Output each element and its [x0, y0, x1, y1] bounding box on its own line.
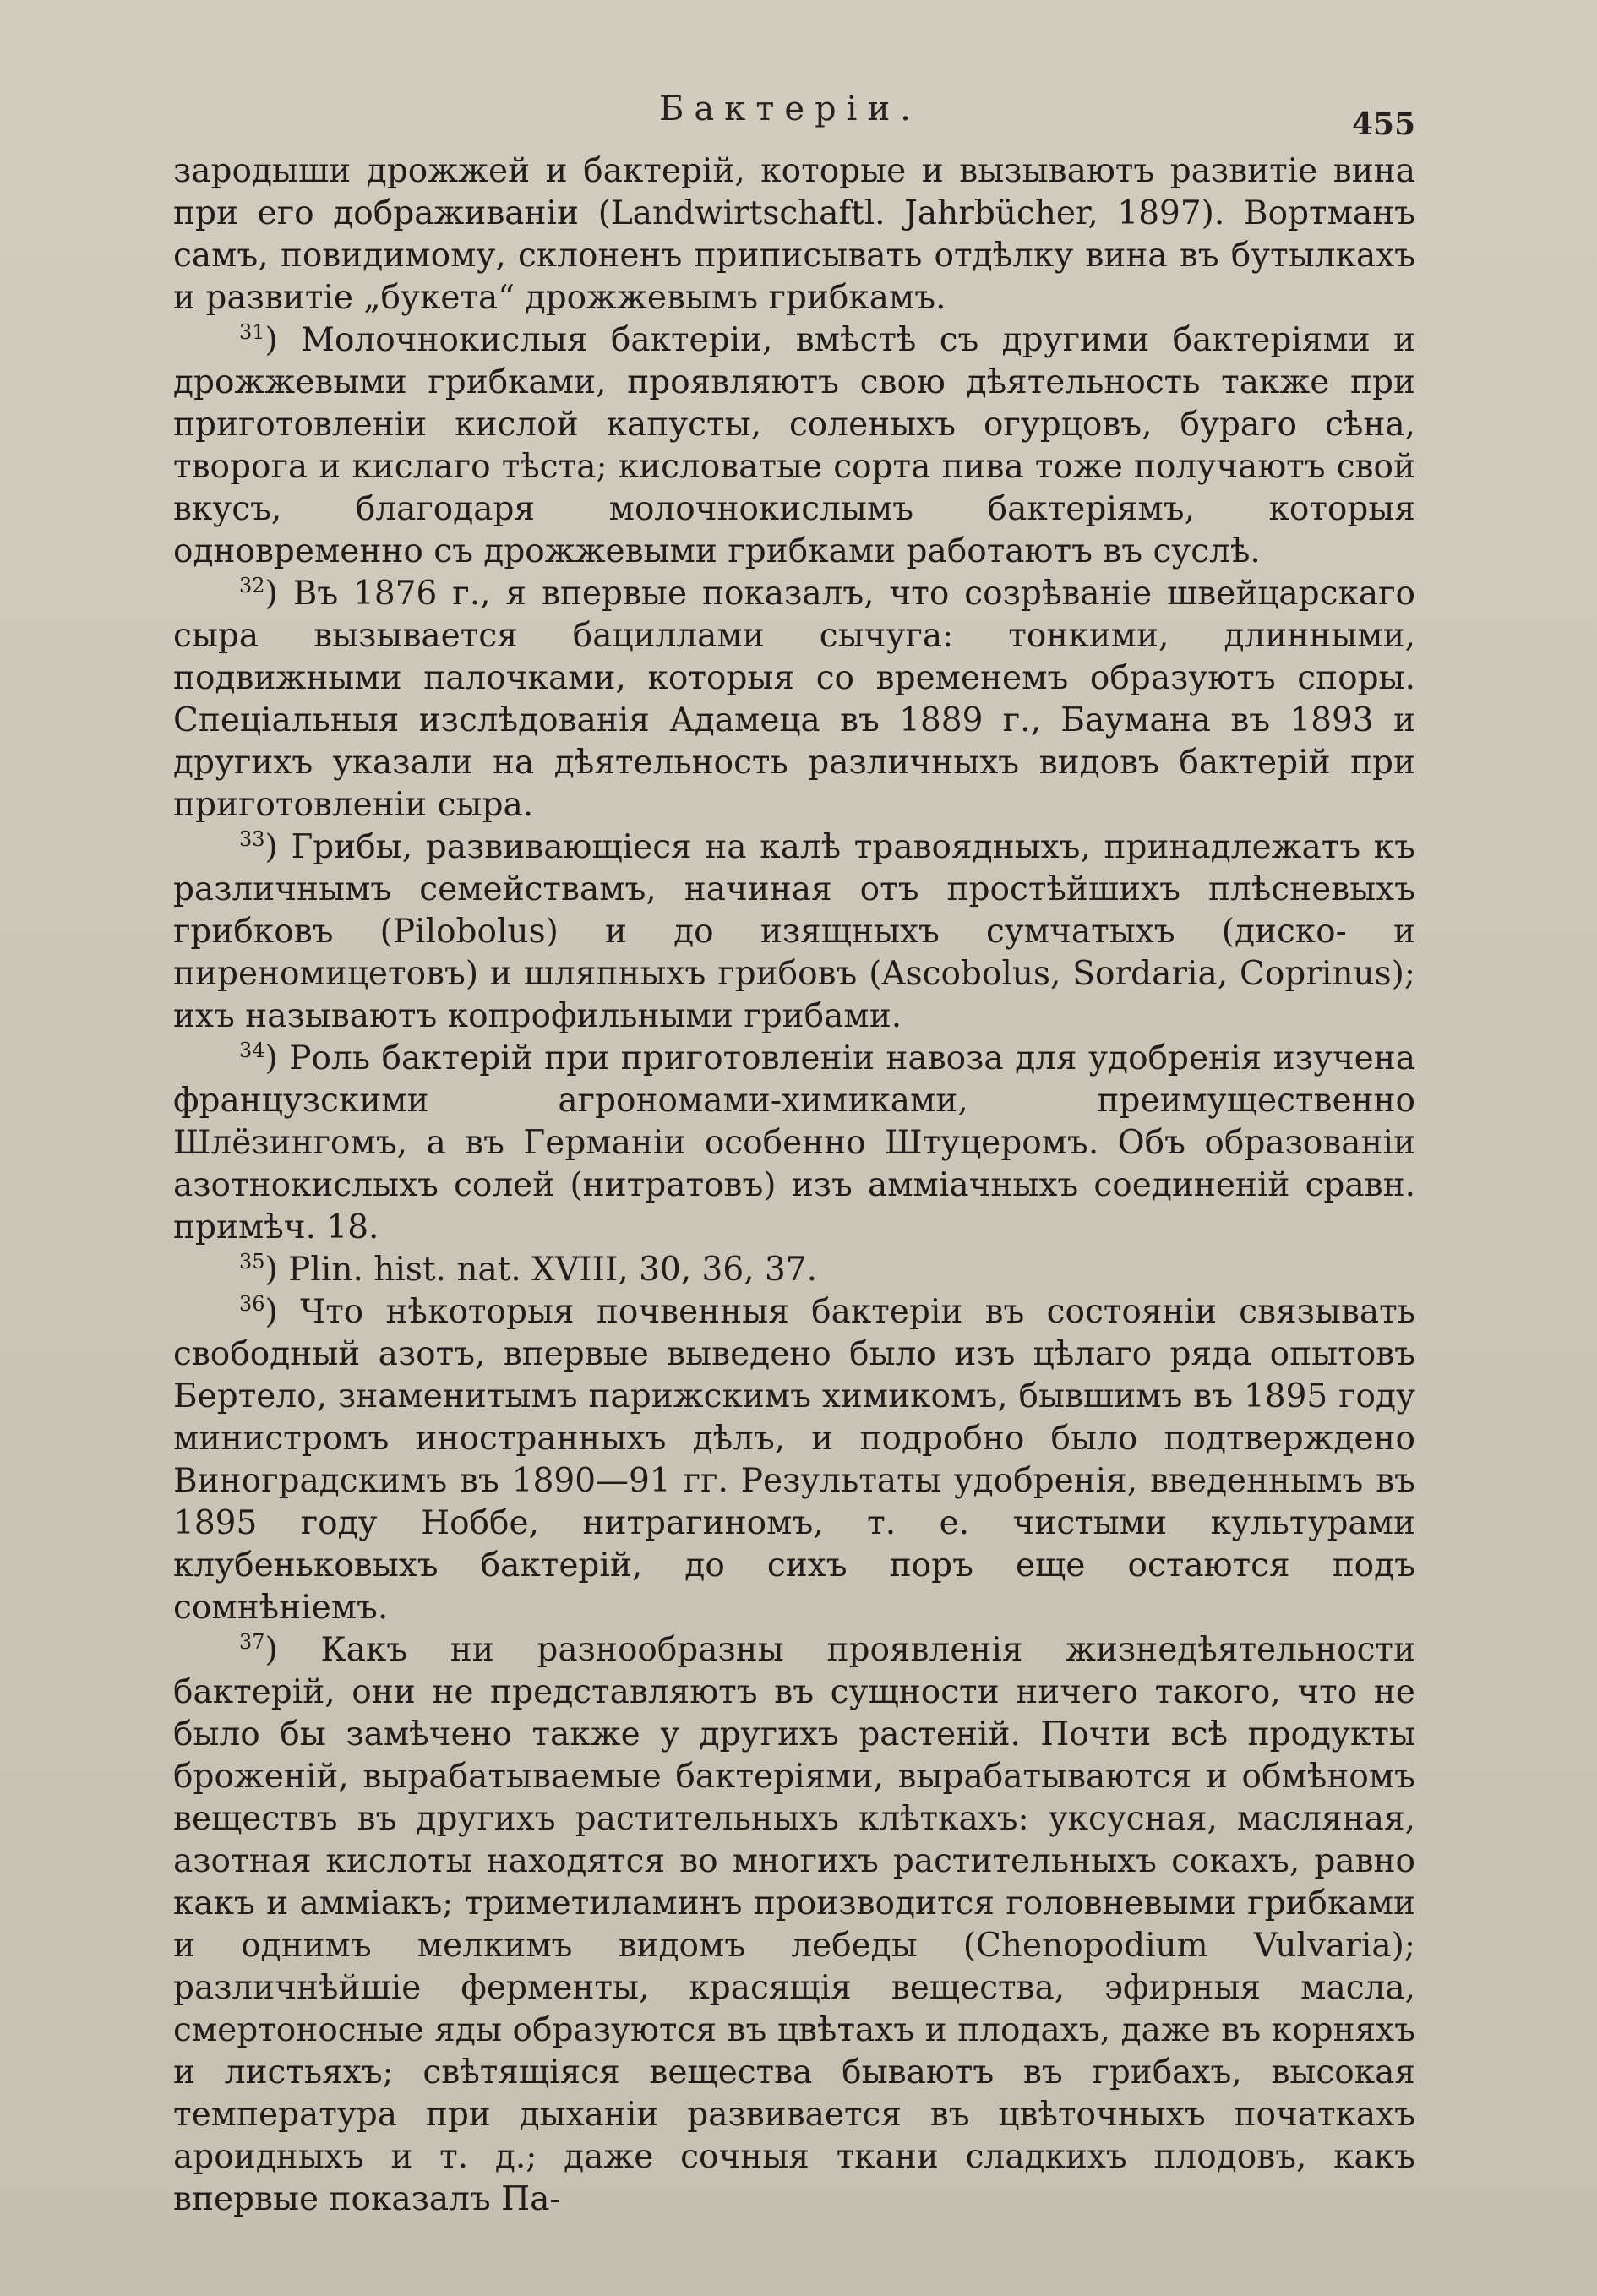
note-text: Грибы, развивающіеся на калѣ травоядныхъ, принадлежатъ къ различнымъ семействамъ, начиная отъ простѣйшихъ плѣсневыхъ грибковъ (Pilobolus) и до изящныхъ сумчатыхъ (диско- и пиреномицетовъ) и шляпныхъ грибовъ (Ascobolus, Sordaria, Coprinus); ихъ называютъ копрофильными грибами.	[173, 828, 1415, 1035]
continuation-paragraph: зародыши дрожжей и бактерій, которые и вызываютъ развитіе вина при его дображиваніи (Landwirtschaftl. Jahrbücher, 1897). Вортманъ самъ, повидимому, склоненъ приписывать отдѣлку вина въ бутылкахъ и развитіе „букета“ дрожжевымъ грибкамъ.	[173, 152, 1415, 317]
footnotes-body	[173, 150, 1415, 2221]
note-number: 34	[239, 1039, 265, 1062]
note-text: Роль бактерій при приготовленіи навоза для удобренія изучена французскими агрономами-химиками, преимущественно Шлёзингомъ, а въ Германіи особенно Штуцеромъ. Объ образованіи азотнокислыхъ солей (нитратовъ) изъ амміачныхъ соединеній сравн. примѣч. 18.	[173, 1039, 1415, 1246]
note-text: Какъ ни разнообразны проявленія жизнедѣятельности бактерій, они не представляютъ въ сущности ничего такого, что не было бы замѣчено также у другихъ растеній. Почти всѣ продукты броженій, вырабатываемые бактеріями, вырабатываются и обмѣномъ веществъ въ другихъ растительныхъ клѣткахъ: уксусная, масляная, азотная кислоты находятся во многихъ растительныхъ сокахъ, равно какъ и амміакъ; триметиламинъ производится головневыми грибками и однимъ мелкимъ видомъ лебеды (Chenopodium Vulvaria); различнѣйшіе ферменты, красящія вещества, эфирныя масла, смертоносные яды образуются въ цвѣтахъ и плодахъ, даже въ корняхъ и листьяхъ; свѣтящіяся вещества бываютъ въ грибахъ, высокая температура при дыханіи развивается въ цвѣточныхъ початкахъ ароидныхъ и т. д.; даже сочныя ткани сладкихъ плодовъ, какъ впервые показалъ Па-	[173, 1631, 1415, 2218]
note-31: $^{31}$) Молочнокислыя бактеріи, вмѣстѣ съ другими бактеріями и дрожжевыми грибками, проявляютъ свою дѣятельность также при приготовленіи кислой капусты, соленыхъ огурцовъ, бураго сѣна, творога и кислаго тѣста; кисловатые сорта пива тоже получаютъ свой вкусъ, благодаря молочнокислымъ бактеріямъ, которыя одновременно съ дрожжевыми грибками работаютъ въ суслѣ.	[173, 320, 1415, 570]
note-37: $^{37}$) Какъ ни разнообразны проявленія жизнедѣятельности бактерій, они не представляютъ въ сущности ничего такого, что не было бы замѣчено также у другихъ растеній. Почти всѣ продукты броженій, вырабатываемые бактеріями, вырабатываются и обмѣномъ веществъ въ другихъ растительныхъ клѣткахъ: уксусная, масляная, азотная кислоты находятся во многихъ растительныхъ сокахъ, равно какъ и амміакъ; триметиламинъ производится головневыми грибками и однимъ мелкимъ видомъ лебеды (Chenopodium Vulvaria); различнѣйшіе ферменты, красящія вещества, эфирныя масла, смертоносные яды образуются въ цвѣтахъ и плодахъ, даже въ корняхъ и листьяхъ; свѣтящіяся вещества бываютъ въ грибахъ, высокая температура при дыханіи развивается въ цвѣточныхъ початкахъ ароидныхъ и т. д.; даже сочныя ткани сладкихъ плодовъ, какъ впервые показалъ Па-	[173, 1630, 1415, 2218]
note-text: Plin. hist. nat. XVIII, 30, 36, 37.	[288, 1251, 817, 1289]
note-text: Молочнокислыя бактеріи, вмѣстѣ съ другими бактеріями и дрожжевыми грибками, проявляютъ свою дѣятельность также при приготовленіи кислой капусты, соленыхъ огурцовъ, бураго сѣна, творога и кислаго тѣста; кисловатые сорта пива тоже получаютъ свой вкусъ, благодаря молочнокислымъ бактеріямъ, которыя одновременно съ дрожжевыми грибками работаютъ въ суслѣ.	[173, 321, 1415, 570]
note-number: 31	[239, 320, 265, 344]
running-title: Бактеріи.	[659, 90, 921, 128]
note-text: Въ 1876 г., я впервые показалъ, что созрѣваніе швейцарскаго сыра вызывается бациллами сычуга: тонкими, длинными, подвижными палочками, которыя со временемъ образуютъ споры. Спеціальныя изслѣдованія Адамеца въ 1889 г., Баумана въ 1893 и другихъ указали на дѣятельность различныхъ видовъ бактерій при приготовленіи сыра.	[173, 575, 1415, 824]
note-34: $^{34}$) Роль бактерій при приготовленіи навоза для удобренія изучена французскими агрономами-химиками, преимущественно Шлёзингомъ, а въ Германіи особенно Штуцеромъ. Объ образованіи азотнокислыхъ солей (нитратовъ) изъ амміачныхъ соединеній сравн. примѣч. 18.	[173, 1039, 1415, 1246]
note-36: $^{36}$) Что нѣкоторыя почвенныя бактеріи въ состояніи связывать свободный азотъ, впервые выведено было изъ цѣлаго ряда опытовъ Бертело, знаменитымъ парижскимъ химикомъ, бывшимъ въ 1895 году министромъ иностранныхъ дѣлъ, и подробно было подтверждено Виноградскимъ въ 1890—91 гг. Результаты удобренія, введеннымъ въ 1895 году Ноббе, нитрагиномъ, т. е. чистыми культурами клубеньковыхъ бактерій, до сихъ поръ еще остаются подъ сомнѣніемъ.	[173, 1292, 1415, 1627]
note-35: $^{35}$) Plin. hist. nat. XVIII, 30, 36, 37.	[239, 1250, 817, 1289]
note-number: 37	[239, 1630, 265, 1654]
note-text: Что нѣкоторыя почвенныя бактеріи въ состояніи связывать свободный азотъ, впервые выведено было изъ цѣлаго ряда опытовъ Бертело, знаменитымъ парижскимъ химикомъ, бывшимъ въ 1895 году министромъ иностранныхъ дѣлъ, и подробно было подтверждено Виноградскимъ въ 1890—91 гг. Результаты удобренія, введеннымъ въ 1895 году Ноббе, нитрагиномъ, т. е. чистыми культурами клубеньковыхъ бактерій, до сихъ поръ еще остаются подъ сомнѣніемъ.	[173, 1293, 1415, 1627]
note-number: 35	[239, 1250, 265, 1273]
note-number: 36	[239, 1292, 265, 1316]
note-number: 32	[239, 574, 265, 597]
note-33: $^{33}$) Грибы, развивающіеся на калѣ травоядныхъ, принадлежатъ къ различнымъ семействамъ, начиная отъ простѣйшихъ плѣсневыхъ грибковъ (Pilobolus) и до изящныхъ сумчатыхъ (диско- и пиреномицетовъ) и шляпныхъ грибовъ (Ascobolus, Sordaria, Coprinus); ихъ называютъ копрофильными грибами.	[173, 827, 1415, 1035]
note-number: 33	[239, 827, 265, 851]
note-32: $^{32}$) Въ 1876 г., я впервые показалъ, что созрѣваніе швейцарскаго сыра вызывается бациллами сычуга: тонкими, длинными, подвижными палочками, которыя со временемъ образуютъ споры. Спеціальныя изслѣдованія Адамеца въ 1889 г., Баумана въ 1893 и другихъ указали на дѣятельность различныхъ видовъ бактерій при приготовленіи сыра.	[173, 574, 1415, 824]
page-header	[0, 85, 1597, 144]
page-number: 455	[1352, 106, 1416, 142]
